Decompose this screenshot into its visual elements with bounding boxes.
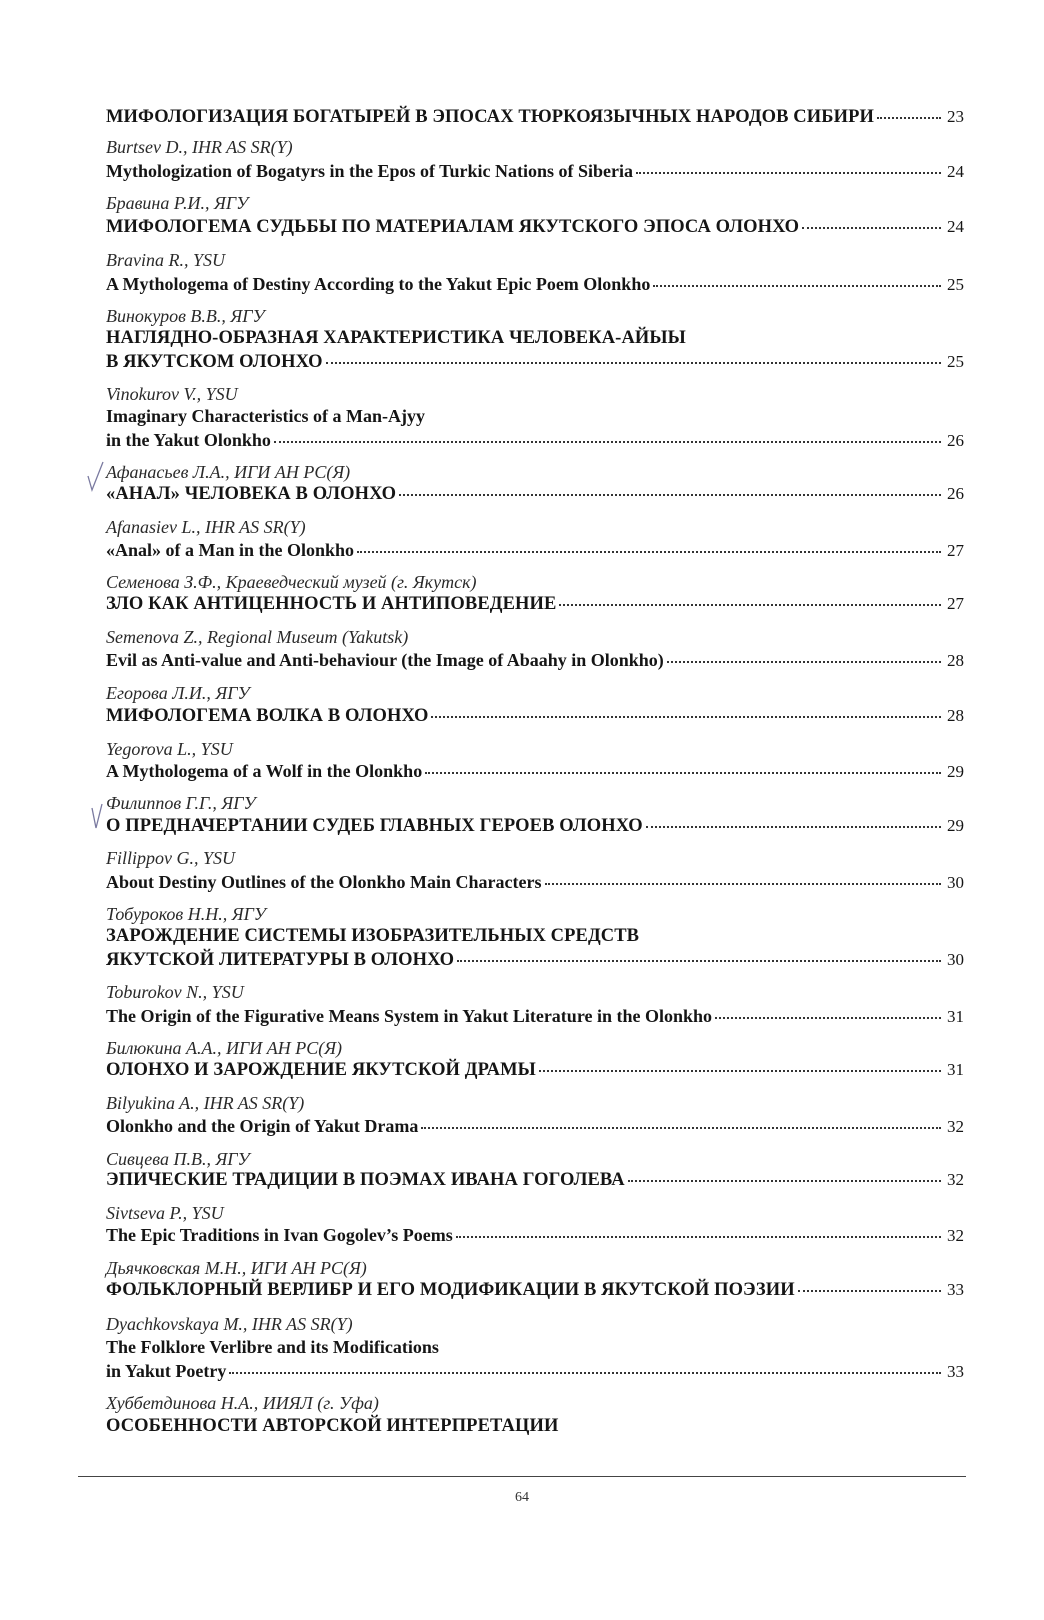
dot-leader [646,824,941,828]
page-number: 24 [947,217,964,236]
dot-leader [539,1068,941,1072]
dot-leader [421,1125,941,1129]
folio-page-number: 64 [515,1490,529,1505]
entry-title: ЭПИЧЕСКИЕ ТРАДИЦИИ В ПОЭМАХ ИВАНА ГОГОЛЕВА [106,1170,625,1190]
toc-author-line [106,193,964,219]
toc-author-line [106,137,964,163]
entry-title: ОЛОНХО И ЗАРОЖДЕНИЕ ЯКУТСКОЙ ДРАМЫ [106,1060,536,1080]
page-number: 28 [947,706,964,725]
toc-title-line [106,274,964,300]
dot-leader [653,283,941,287]
page-number: 27 [947,594,964,613]
entry-author: Yegorova L., YSU [106,739,233,759]
page-number: 33 [947,1280,964,1299]
entry-title: НАГЛЯДНО-ОБРАЗНАЯ ХАРАКТЕРИСТИКА ЧЕЛОВЕКА-АЙЫЫ [106,328,686,348]
entry-title: Mythologization of Bogatyrs in the Epos of Turkic Nations of Siberia [106,161,634,181]
dot-leader [715,1015,941,1019]
page-number: 26 [947,484,964,503]
toc-title-line [106,328,964,354]
dot-leader [877,115,941,119]
toc-author-line [106,250,964,276]
dot-leader [456,1234,941,1238]
toc-title-line [106,650,964,676]
toc-title-line [106,1337,964,1363]
entry-title: «Anal» of a Man in the Olonkho [106,540,355,560]
entry-author: Dyachkovskaya M., IHR AS SR(Y) [106,1314,353,1334]
entry-author: Afanasiev L., IHR AS SR(Y) [106,517,306,537]
toc-title-line [106,594,964,620]
toc-title-line [106,706,964,732]
page-number: 30 [947,950,964,969]
toc-title-line [106,540,964,566]
toc-title-line [106,1060,964,1086]
entry-author: Филиппов Г.Г., ЯГУ [106,793,256,813]
entry-title: in the Yakut Olonkho [106,430,271,450]
page-number: 31 [947,1060,964,1079]
dot-leader [798,1288,941,1292]
toc-title-line [106,1225,964,1251]
dot-leader [457,958,941,962]
page-number: 25 [947,275,964,294]
entry-title: ЗЛО КАК АНТИЦЕННОСТЬ И АНТИПОВЕДЕНИЕ [106,594,557,614]
entry-title: The Folklore Verlibre and its Modifications [106,1337,439,1357]
toc-title-line [106,161,964,187]
page-number: 29 [947,762,964,781]
toc-title-line [106,1416,964,1442]
entry-author: Vinokurov V., YSU [106,384,238,404]
toc-title-line [106,816,964,842]
toc-title-line [106,1116,964,1142]
entry-author: Бравина Р.И., ЯГУ [106,193,249,213]
entry-title: Imaginary Characteristics of a Man-Ajyy [106,406,425,426]
entry-author: Дьячковская М.Н., ИГИ АН РС(Я) [106,1258,367,1278]
entry-author: Егорова Л.И., ЯГУ [106,683,250,703]
page-number: 24 [947,162,964,181]
page-number: 33 [947,1362,964,1381]
entry-author: Хуббетдинова Н.А., ИИЯЛ (г. Уфа) [106,1393,379,1413]
toc-title-line [106,950,964,976]
entry-title: МИФОЛОГЕМА ВОЛКА В ОЛОНХО [106,706,429,726]
entry-author: Semenova Z., Regional Museum (Yakutsk) [106,627,409,647]
toc-title-line [106,1006,964,1032]
toc-author-line [106,848,964,874]
entry-title: in Yakut Poetry [106,1361,227,1381]
page-number: 27 [947,541,964,560]
entry-title: ОСОБЕННОСТИ АВТОРСКОЙ ИНТЕРПРЕТАЦИИ [106,1416,559,1436]
entry-title: A Mythologema of a Wolf in the Olonkho [106,761,423,781]
entry-author: Семенова З.Ф., Краеведческий музей (г. Якутск) [106,572,477,592]
toc-author-line [106,982,964,1008]
entry-author: Сивцева П.В., ЯГУ [106,1149,250,1169]
toc-title-line [106,761,964,787]
entry-title: ЗАРОЖДЕНИЕ СИСТЕМЫ ИЗОБРАЗИТЕЛЬНЫХ СРЕДСТВ [106,926,640,946]
dot-leader [559,602,941,606]
entry-title: A Mythologema of Destiny According to the Yakut Epic Poem Olonkho [106,274,651,294]
dot-leader [425,770,941,774]
dot-leader [357,549,941,553]
entry-title: The Origin of the Figurative Means System in Yakut Literature in the Olonkho [106,1006,713,1026]
toc-title-line [106,430,964,456]
toc-title-line [106,406,964,432]
entry-title: Olonkho and the Origin of Yakut Drama [106,1116,419,1136]
toc-title-line [106,1170,964,1196]
entry-author: Fillippov G., YSU [106,848,235,868]
entry-author: Афанасьев Л.А., ИГИ АН РС(Я) [106,462,351,482]
dot-leader [636,170,941,174]
entry-author: Toburokov N., YSU [106,982,244,1002]
toc-title-line [106,217,964,243]
toc-title-line [106,926,964,952]
entry-title: ЯКУТСКОЙ ЛИТЕРАТУРЫ В ОЛОНХО [106,950,455,970]
entry-author: Билюкина А.А., ИГИ АН РС(Я) [106,1038,343,1058]
entry-title: About Destiny Outlines of the Olonkho Main Characters [106,872,542,892]
toc-title-line [106,872,964,898]
toc-title-line [106,107,964,133]
page-number: 32 [947,1226,964,1245]
dot-leader [229,1370,941,1374]
toc-title-line [106,352,964,378]
toc-title-line [106,1280,964,1306]
entry-author: Тобуроков Н.Н., ЯГУ [106,904,266,924]
page-number: 28 [947,651,964,670]
toc-title-line [106,1361,964,1387]
footer-rule [78,1476,966,1477]
page-number: 32 [947,1170,964,1189]
dot-leader [802,225,941,229]
entry-author: Bilyukina A., IHR AS SR(Y) [106,1093,305,1113]
toc-title-line [106,484,964,510]
entry-title: О ПРЕДНАЧЕРТАНИИ СУДЕБ ГЛАВНЫХ ГЕРОЕВ ОЛОНХО [106,816,643,836]
page-number: 29 [947,816,964,835]
page-number: 26 [947,431,964,450]
dot-leader [399,492,941,496]
entry-title: В ЯКУТСКОМ ОЛОНХО [106,352,323,372]
page-number: 31 [947,1007,964,1026]
entry-title: The Epic Traditions in Ivan Gogolev’s Poems [106,1225,453,1245]
entry-title: МИФОЛОГЕМА СУДЬБЫ ПО МАТЕРИАЛАМ ЯКУТСКОГО ЭПОСА ОЛОНХО [106,217,800,237]
entry-author: Burtsev D., IHR AS SR(Y) [106,137,293,157]
dot-leader [274,439,941,443]
handwritten-check-icon [90,800,104,830]
page-number: 23 [947,107,964,126]
dot-leader [628,1178,941,1182]
page-number: 30 [947,873,964,892]
dot-leader [326,360,941,364]
dot-leader [667,659,941,663]
dot-leader [545,881,941,885]
entry-title: «АНАЛ» ЧЕЛОВЕКА В ОЛОНХО [106,484,397,504]
entry-author: Винокуров В.В., ЯГУ [106,306,265,326]
entry-title: Evil as Anti-value and Anti-behaviour (the Image of Abaahy in Olonkho) [106,650,664,670]
entry-title: МИФОЛОГИЗАЦИЯ БОГАТЫРЕЙ В ЭПОСАХ ТЮРКОЯЗЫЧНЫХ НАРОДОВ СИБИРИ [106,107,874,127]
entry-author: Bravina R., YSU [106,250,225,270]
dot-leader [431,714,941,718]
page-number: 32 [947,1117,964,1136]
page-number: 25 [947,352,964,371]
handwritten-check-icon [86,460,106,494]
entry-author: Sivtseva P., YSU [106,1203,224,1223]
entry-title: ФОЛЬКЛОРНЫЙ ВЕРЛИБР И ЕГО МОДИФИКАЦИИ В ЯКУТСКОЙ ПОЭЗИИ [106,1280,795,1300]
